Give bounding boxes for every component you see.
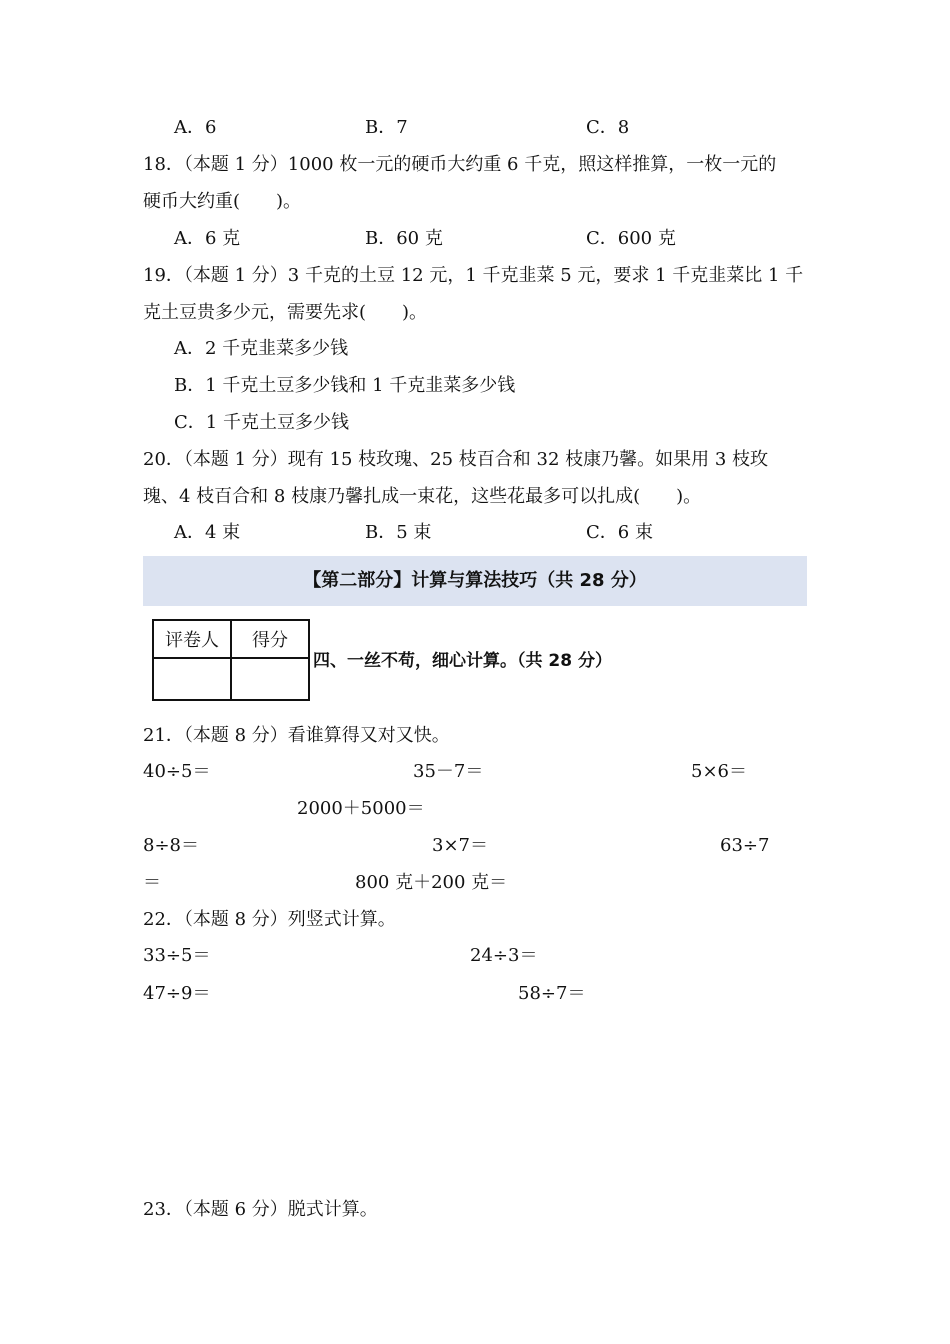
q22-item: 33÷5＝ xyxy=(143,945,211,966)
q18-stem-line1: 18．（本题 1 分）1000 枚一元的硬币大约重 6 千克，照这样推算，一枚一元的 xyxy=(143,154,777,175)
q21-item: 800 克＋200 克＝ xyxy=(355,872,508,893)
q19-stem-line2: 克土豆贵多少元，需要先求( )。 xyxy=(143,302,428,323)
q20-option-c: C．6 束 xyxy=(586,522,653,543)
q21-item: 35－7＝ xyxy=(413,761,484,782)
q20-stem-line1: 20．（本题 1 分）现有 15 枝玫瑰、25 枝百合和 32 枝康乃馨。如果用 3 枝玫 xyxy=(143,449,769,470)
q19-option-b: B．1 千克土豆多少钱和 1 千克韭菜多少钱 xyxy=(174,375,516,396)
q21-item: 8÷8＝ xyxy=(143,835,199,856)
q18-option-a: A．6 克 xyxy=(174,228,241,249)
q18-option-b: B．60 克 xyxy=(365,228,443,249)
q19-option-a: A．2 千克韭菜多少钱 xyxy=(174,338,349,359)
part2-banner xyxy=(143,556,807,606)
q17-option-b: B．7 xyxy=(365,117,408,138)
q22-item: 58÷7＝ xyxy=(518,983,586,1004)
q17-option-a: A．6 xyxy=(174,117,217,138)
section4-title: 四、一丝不苟，细心计算。（共 28 分） xyxy=(313,651,612,671)
q20-stem-line2: 瑰、4 枝百合和 8 枝康乃馨扎成一束花，这些花最多可以扎成( )。 xyxy=(143,486,702,507)
q23-title: 23．（本题 6 分）脱式计算。 xyxy=(143,1199,378,1220)
score-table-grader-header: 评卷人 xyxy=(153,620,231,658)
q22-item: 47÷9＝ xyxy=(143,983,211,1004)
q21-item: 63÷7 xyxy=(720,835,770,856)
score-table-grader-cell[interactable] xyxy=(153,658,231,700)
q19-option-c: C．1 千克土豆多少钱 xyxy=(174,412,349,433)
q17-option-c: C．8 xyxy=(586,117,630,138)
q18-option-c: C．600 克 xyxy=(586,228,676,249)
q18-stem-line2: 硬币大约重( )。 xyxy=(143,191,302,212)
part2-title: 【第二部分】计算与算法技巧（共 28 分） xyxy=(303,570,647,591)
score-table-score-cell[interactable] xyxy=(231,658,309,700)
q20-option-b: B．5 束 xyxy=(365,522,432,543)
q19-stem-line1: 19．（本题 1 分）3 千克的土豆 12 元，1 千克韭菜 5 元，要求 1 千克韭菜比 1 千 xyxy=(143,265,804,286)
q21-title: 21．（本题 8 分）看谁算得又对又快。 xyxy=(143,725,450,746)
score-table xyxy=(152,619,310,701)
q21-item: 2000＋5000＝ xyxy=(297,798,425,819)
q20-option-a: A．4 束 xyxy=(174,522,241,543)
q21-item: 40÷5＝ xyxy=(143,761,211,782)
q21-item: 3×7＝ xyxy=(432,835,488,856)
q22-title: 22．（本题 8 分）列竖式计算。 xyxy=(143,909,396,930)
q21-item: 5×6＝ xyxy=(691,761,747,782)
score-table-score-header: 得分 xyxy=(231,620,309,658)
q22-item: 24÷3＝ xyxy=(470,945,538,966)
q21-item: ＝ xyxy=(143,872,161,893)
